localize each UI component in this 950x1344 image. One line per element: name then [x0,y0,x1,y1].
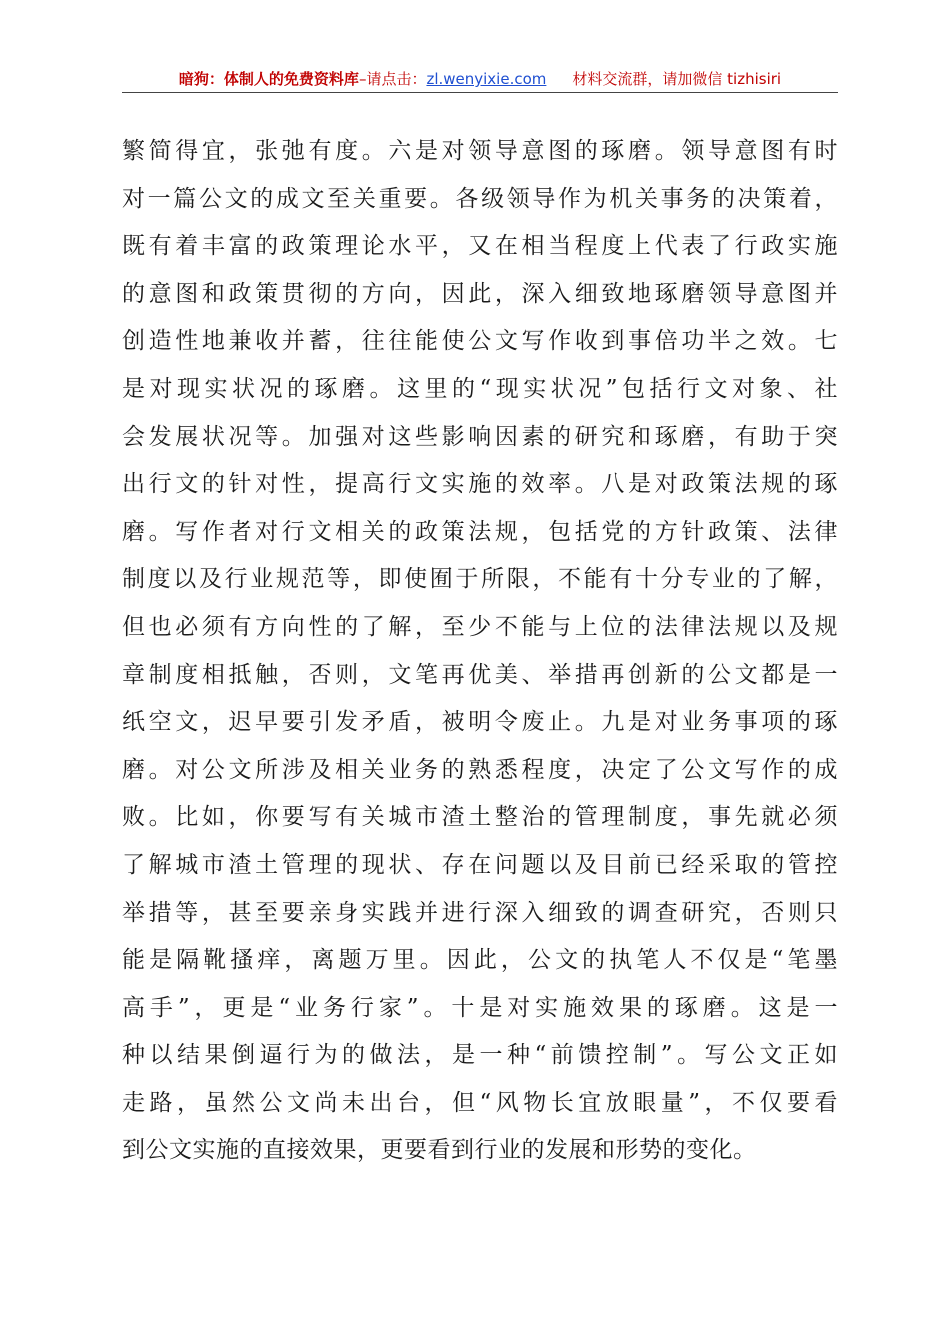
document-body [122,128,838,1175]
body-line: 的意图和政策贯彻的方向，因此，深入细致地琢磨领导意图并 [122,280,838,307]
body-line: 会发展状况等。加强对这些影响因素的研究和琢磨，有助于突 [122,423,838,450]
body-line: 繁简得宜，张弛有度。六是对领导意图的琢磨。领导意图有时 [122,138,838,164]
body-line: 纸空文，迟早要引发矛盾，被明令废止。九是对业务事项的琢 [122,709,838,736]
body-line: 制度以及行业规范等，即使囿于所限，不能有十分专业的了解， [122,566,838,593]
header-link[interactable]: zl.wenyixie.com [426,70,547,88]
body-line: 走路，虽然公文尚未出台，但“风物长宜放眼量”，不仅要看 [122,1089,838,1116]
body-line: 创造性地兼收并蓄，往往能使公文写作收到事倍功半之效。七 [122,328,838,355]
header-prompt: –请点击： [358,70,427,88]
header-brand: 暗狗：体制人的免费资料库 [178,70,359,88]
body-line: 能是隔靴搔痒，离题万里。因此，公文的执笔人不仅是“笔墨 [122,947,838,974]
body-line: 种以结果倒逼行为的做法，是一种“前馈控制”。写公文正如 [122,1042,838,1069]
body-line: 既有着丰富的政策理论水平，又在相当程度上代表了行政实施 [122,233,838,260]
body-line: 对一篇公文的成文至关重要。各级领导作为机关事务的决策着， [122,185,838,212]
header-contact: 材料交流群，请加微信 tizhisiri [572,70,782,88]
body-line: 高手”，更是“业务行家”。十是对实施效果的琢磨。这是一 [122,994,838,1021]
body-line: 但也必须有方向性的了解，至少不能与上位的法律法规以及规 [122,613,838,640]
body-line: 磨。写作者对行文相关的政策法规，包括党的方针政策、法律 [122,518,838,545]
body-line: 磨。对公文所涉及相关业务的熟悉程度，决定了公文写作的成 [122,756,838,783]
page-header [122,66,838,93]
body-line: 了解城市渣土管理的现状、存在问题以及目前已经采取的管控 [122,851,838,878]
body-line: 到公文实施的直接效果，更要看到行业的发展和形势的变化。 [122,1137,757,1164]
body-line: 章制度相抵触，否则，文笔再优美、举措再创新的公文都是一 [122,661,838,688]
body-line: 举措等，甚至要亲身实践并进行深入细致的调查研究，否则只 [122,899,838,926]
body-line: 出行文的针对性，提高行文实施的效率。八是对政策法规的琢 [122,471,838,498]
body-line: 是对现实状况的琢磨。这里的“现实状况”包括行文对象、社 [122,375,838,402]
body-line: 败。比如，你要写有关城市渣土整治的管理制度，事先就必须 [122,804,838,831]
